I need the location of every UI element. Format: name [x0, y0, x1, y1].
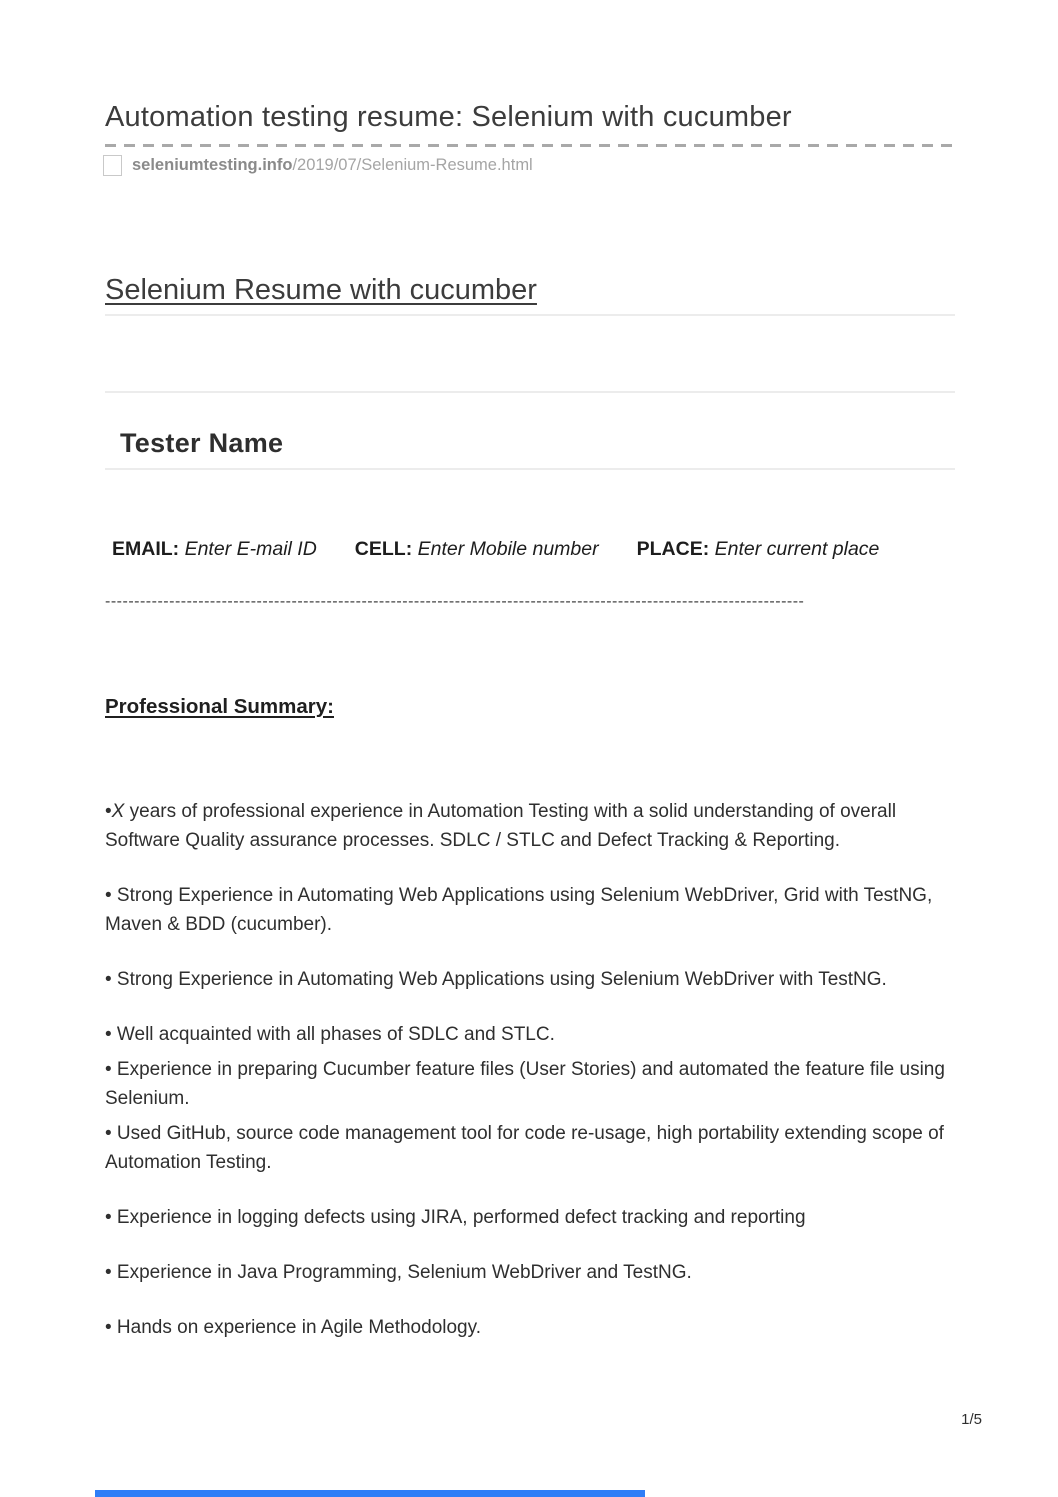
source-domain: seleniumtesting.info: [132, 156, 293, 174]
contact-cell: [355, 538, 599, 561]
cell-value: Enter Mobile number: [417, 538, 599, 560]
bullet-text: years of professional experience in Automation Testing with a solid understanding of overall Software Quality assurance processes. SDLC / STLC and Defect Tracking & Reporting.: [105, 801, 897, 851]
summary-heading: Professional Summary:: [105, 695, 334, 718]
page-number-indicator: 1/5: [961, 1411, 982, 1428]
horizontal-rule: [105, 314, 955, 316]
contact-email: [112, 538, 317, 561]
tester-name-heading: Tester Name: [120, 428, 284, 458]
place-value: Enter current place: [714, 538, 880, 560]
place-label: PLACE:: [636, 538, 710, 560]
source-url: [132, 156, 533, 175]
summary-bullet: • Experience in logging defects using JIRA, performed defect tracking and reporting: [105, 1207, 806, 1228]
summary-body: [105, 797, 957, 1342]
email-value: Enter E-mail ID: [184, 538, 317, 560]
page-title: Automation testing resume: Selenium with cucumber: [105, 101, 792, 133]
summary-bullet: [105, 797, 957, 855]
bottom-accent-bar: [95, 1490, 645, 1497]
bullet-italic-x: X: [111, 801, 125, 822]
dashed-divider-top: [105, 144, 955, 147]
document-heading: Selenium Resume with cucumber: [105, 274, 537, 306]
horizontal-rule: [105, 468, 955, 470]
cell-label: CELL:: [354, 538, 413, 560]
summary-bullet: • Well acquainted with all phases of SDLC and STLC.: [105, 1024, 555, 1045]
contact-row: [112, 538, 879, 561]
summary-bullet: • Hands on experience in Agile Methodology.: [105, 1317, 481, 1338]
horizontal-rule: [105, 391, 955, 393]
summary-bullet: • Strong Experience in Automating Web Applications using Selenium WebDriver with TestNG.: [105, 969, 887, 990]
email-label: EMAIL:: [112, 538, 180, 560]
dash-text-divider: ------------------------------------------------------------------------------------------------------------------------: [105, 593, 805, 610]
summary-bullet: • Experience in preparing Cucumber feature files (User Stories) and automated the feature file using Selenium.: [105, 1059, 945, 1109]
bullet-marker: •: [105, 801, 112, 822]
contact-place: [637, 538, 880, 561]
summary-bullet: • Experience in Java Programming, Selenium WebDriver and TestNG.: [105, 1262, 692, 1283]
source-path: /2019/07/Selenium-Resume.html: [292, 156, 533, 174]
source-url-row: [103, 155, 533, 176]
summary-bullet: • Used GitHub, source code management tool for code re-usage, high portability extending scope of Automation Testing.: [105, 1123, 944, 1173]
favicon-placeholder-icon: [103, 155, 122, 176]
summary-bullet: • Strong Experience in Automating Web Applications using Selenium WebDriver, Grid with TestNG, Maven & BDD (cucumber).: [105, 885, 933, 935]
